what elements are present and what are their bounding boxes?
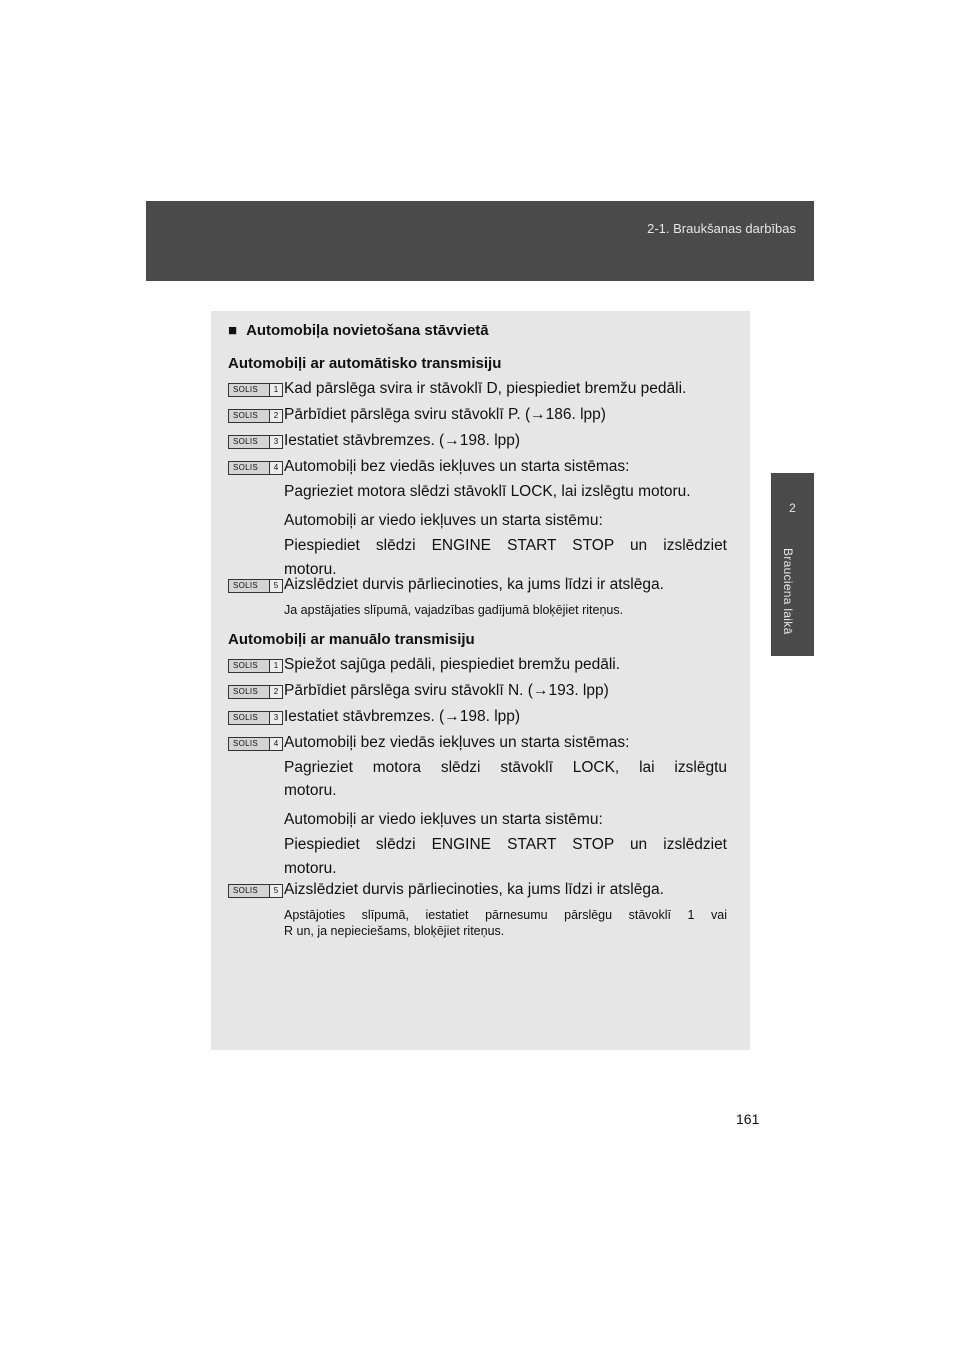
manual-step-4-line-5: Piespiediet slēdzi ENGINE START STOP un izslēdziet bbox=[284, 836, 727, 853]
manual-step-1-text: Spiežot sajūga pedāli, piespiediet bremžu pedāli. bbox=[284, 656, 621, 673]
manual-step-5-text: Aizslēdziet durvis pārliecinoties, ka jums līdzi ir atslēga. bbox=[284, 881, 664, 898]
manual-step-4-line-6: motoru. bbox=[284, 860, 337, 877]
step-badge: SOLIS 1 bbox=[228, 383, 283, 397]
auto-step-4-line-3: Automobiļi ar viedo iekļuves un starta sistēmu: bbox=[284, 512, 603, 529]
step-badge: SOLIS 5 bbox=[228, 579, 283, 593]
manual-step-3-text: Iestatiet stāvbremzes. (→198. lpp) bbox=[284, 708, 521, 725]
auto-step-4-text: Automobiļi bez viedās iekļuves un starta sistēmas: bbox=[284, 458, 630, 475]
step-badge: SOLIS 4 bbox=[228, 737, 283, 751]
step-badge: SOLIS 2 bbox=[228, 409, 283, 423]
section-title-text: Automobiļa novietošana stāvvietā bbox=[246, 322, 489, 339]
chapter-label: Brauciena laikā bbox=[781, 548, 795, 635]
manual-transmission-heading: Automobiļi ar manuālo transmisiju bbox=[228, 631, 475, 648]
auto-step-4-line-2: Pagrieziet motora slēdzi stāvoklī LOCK, lai izslēgtu motoru. bbox=[284, 483, 691, 500]
manual-note-line-2: R un, ja nepieciešams, bloķējiet riteņus. bbox=[284, 924, 505, 938]
chapter-number: 2 bbox=[789, 501, 796, 515]
manual-step-4-line-3: motoru. bbox=[284, 782, 337, 799]
manual-step-2-text: Pārbīdiet pārslēga sviru stāvoklī N. (→193. lpp) bbox=[284, 682, 609, 699]
auto-transmission-heading: Automobiļi ar automātisko transmisiju bbox=[228, 355, 502, 372]
step-badge: SOLIS 3 bbox=[228, 435, 283, 449]
step-badge: SOLIS 5 bbox=[228, 884, 283, 898]
step-badge: SOLIS 4 bbox=[228, 461, 283, 475]
square-bullet-icon: ■ bbox=[228, 322, 238, 339]
step-badge: SOLIS 2 bbox=[228, 685, 283, 699]
manual-step-4-line-4: Automobiļi ar viedo iekļuves un starta sistēmu: bbox=[284, 811, 603, 828]
auto-note: Ja apstājaties slīpumā, vajadzības gadījumā bloķējiet riteņus. bbox=[284, 603, 624, 617]
auto-step-2-text: Pārbīdiet pārslēga sviru stāvoklī P. (→186. lpp) bbox=[284, 406, 606, 423]
step-badge: SOLIS 1 bbox=[228, 659, 283, 673]
manual-step-4-line-2: Pagrieziet motora slēdzi stāvoklī LOCK, lai izslēgtu bbox=[284, 759, 727, 776]
header-band bbox=[146, 201, 814, 281]
auto-step-3-text: Iestatiet stāvbremzes. (→198. lpp) bbox=[284, 432, 521, 449]
auto-step-5-text: Aizslēdziet durvis pārliecinoties, ka jums līdzi ir atslēga. bbox=[284, 576, 664, 593]
auto-step-1-text: Kad pārslēga svira ir stāvoklī D, piespiediet bremžu pedāli. bbox=[284, 380, 687, 397]
content-panel bbox=[211, 311, 750, 1050]
chapter-tab bbox=[771, 473, 814, 656]
page-number: 161 bbox=[736, 1111, 760, 1127]
manual-note-line-1: Apstājoties slīpumā, iestatiet pārnesumu pārslēgu stāvoklī 1 vai bbox=[284, 908, 727, 922]
section-heading bbox=[228, 322, 489, 339]
section-title: 2-1. Braukšanas darbības bbox=[647, 221, 796, 236]
manual-step-4-text: Automobiļi bez viedās iekļuves un starta sistēmas: bbox=[284, 734, 630, 751]
auto-step-4-line-5: motoru. bbox=[284, 561, 337, 578]
step-badge: SOLIS 3 bbox=[228, 711, 283, 725]
auto-step-4-line-4: Piespiediet slēdzi ENGINE START STOP un izslēdziet bbox=[284, 537, 727, 554]
